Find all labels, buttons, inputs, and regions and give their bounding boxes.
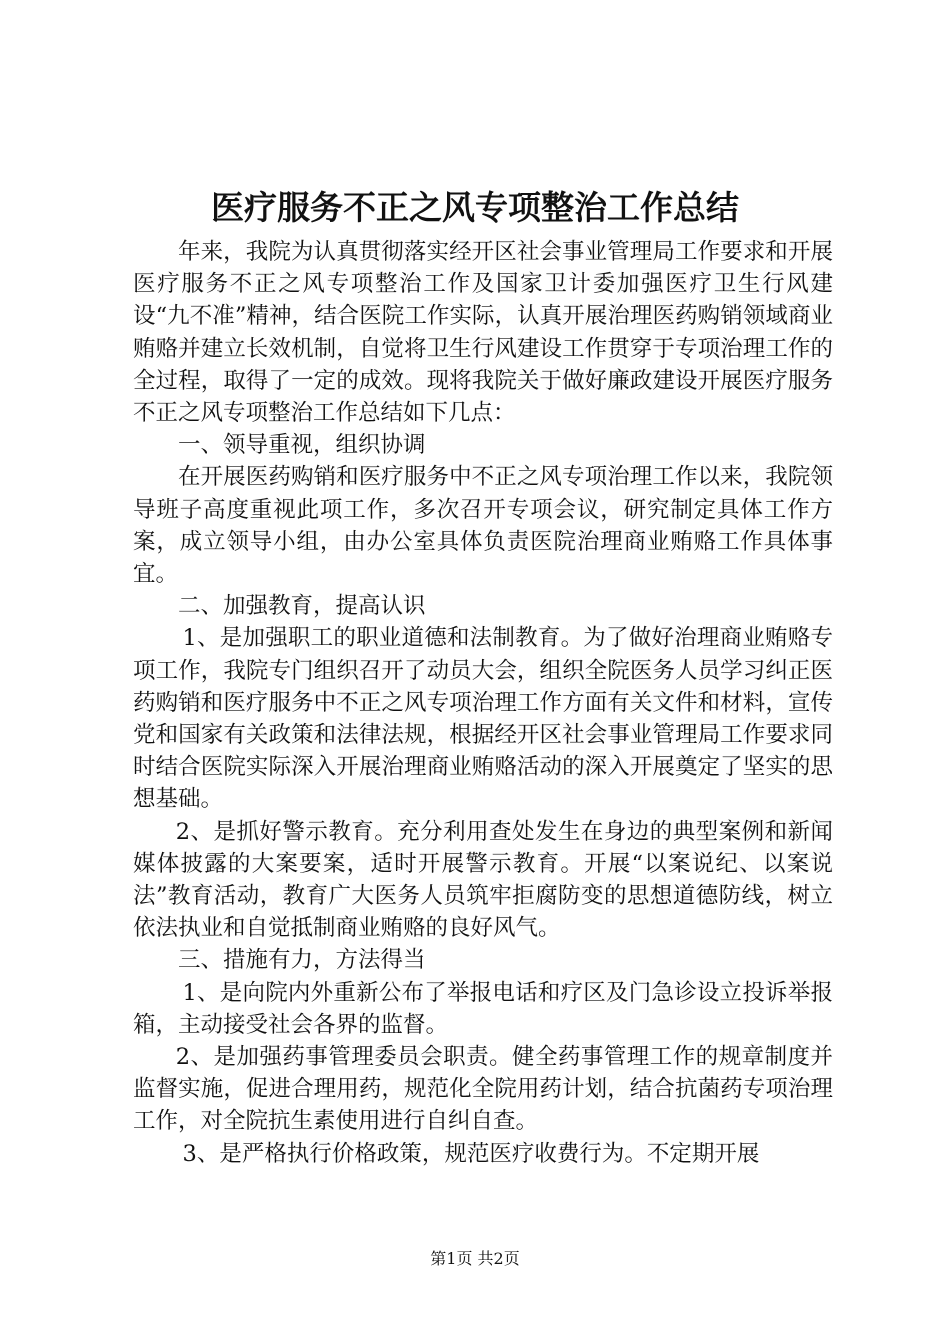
section-3-item-2: 2、是加强药事管理委员会职责。健全药事管理工作的规章制度并监督实施，促进合理用药，规范化全院用药计划，结合抗菌药专项治理工作，对全院抗生素使用进行自纠自查。 bbox=[133, 1044, 833, 1135]
section-heading-1: 一、领导重视，组织协调 bbox=[178, 432, 426, 459]
section-heading-3: 三、措施有力，方法得当 bbox=[178, 947, 426, 974]
intro-paragraph: 年来，我院为认真贯彻落实经开区社会事业管理局工作要求和开展医疗服务不正之风专项整治工作及国家卫计委加强医疗卫生行风建设“九不准”精神，结合医院工作实际，认真开展治理医药购销领域商业贿赂并建立长效机制，自觉将卫生行风建设工作贯穿于专项治理工作的全过程，取得了一定的成效。现将我院关于做好廉政建设开展医疗服务不正之风专项整治工作总结如下几点： bbox=[133, 239, 833, 427]
section-heading-2: 二、加强教育，提高认识 bbox=[178, 593, 426, 620]
document-title: 医疗服务不正之风专项整治工作总结 bbox=[211, 188, 739, 227]
section-2-item-1: 1、是加强职工的职业道德和法制教育。为了做好治理商业贿赂专项工作，我院专门组织召开了动员大会，组织全院医务人员学习纠正医药购销和医疗服务中不正之风专项治理工作方面有关文件和材料，宣传党和国家有关政策和法律法规，根据经开区社会事业管理局工作要求同时结合医院实际深入开展治理商业贿赂活动的深入开展奠定了坚实的思想基础。 bbox=[133, 625, 833, 813]
section-1-paragraph: 在开展医药购销和医疗服务中不正之风专项治理工作以来，我院领导班子高度重视此项工作，多次召开专项会议，研究制定具体工作方案，成立领导小组，由办公室具体负责医院治理商业贿赂工作具体事宜。 bbox=[133, 464, 833, 588]
page-footer: 第1页 共2页 bbox=[430, 1249, 520, 1268]
section-3-item-1: 1、是向院内外重新公布了举报电话和疗区及门急诊设立投诉举报箱，主动接受社会各界的监督。 bbox=[133, 979, 833, 1038]
section-3-item-3: 3、是严格执行价格政策，规范医疗收费行为。不定期开展 bbox=[182, 1140, 760, 1167]
section-2-item-2: 2、是抓好警示教育。充分利用查处发生在身边的典型案例和新闻媒体披露的大案要案，适时开展警示教育。开展“以案说纪、以案说法”教育活动，教育广大医务人员筑牢拒腐防变的思想道德防线，树立依法执业和自觉抵制商业贿赂的良好风气。 bbox=[133, 818, 833, 942]
document-body bbox=[133, 236, 833, 1170]
